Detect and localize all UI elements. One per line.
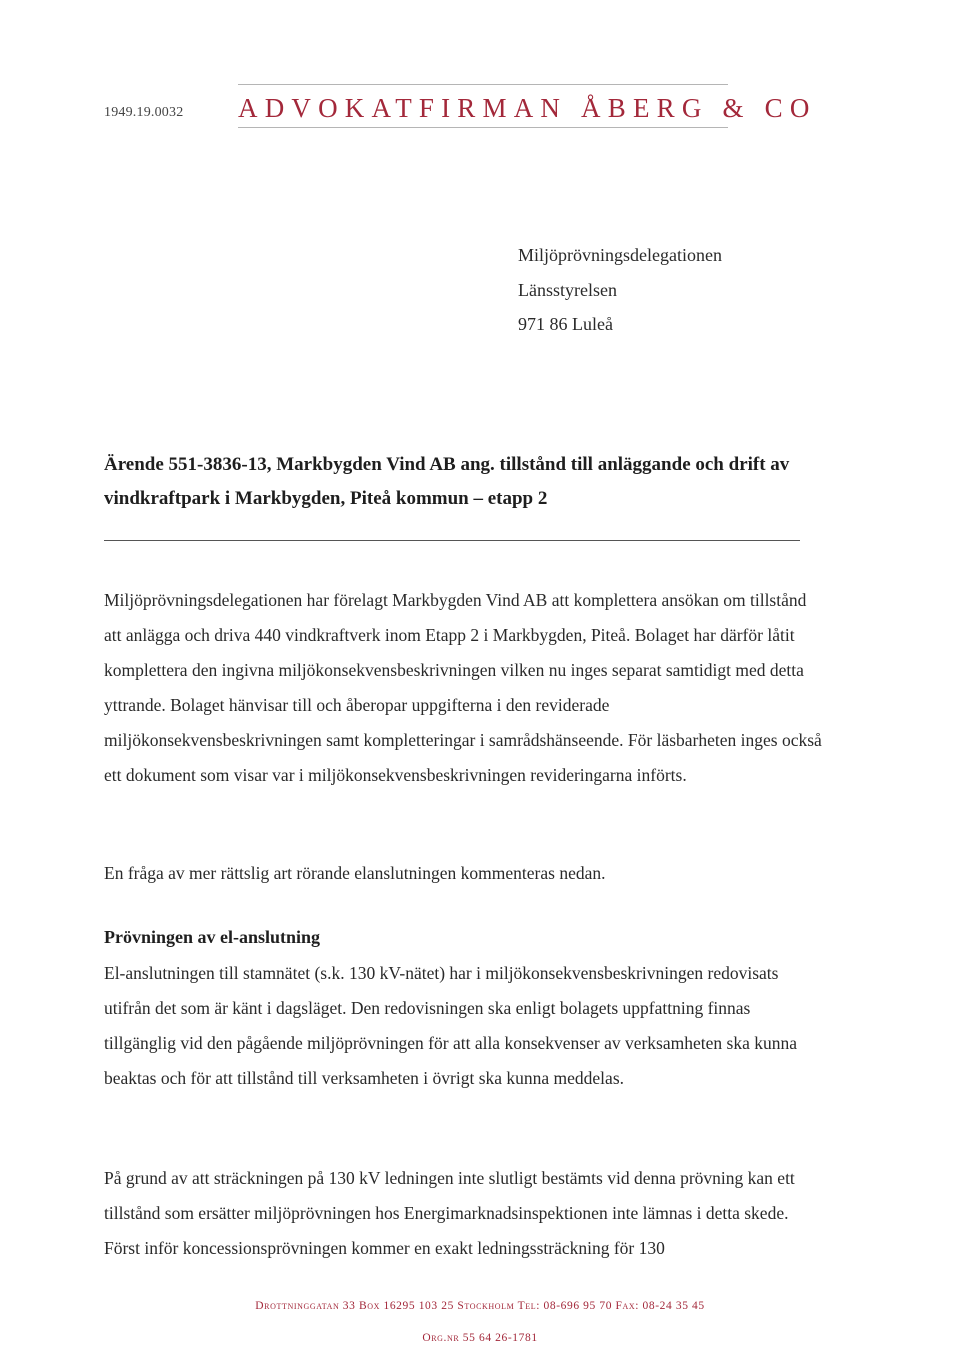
- body-paragraph-1: Miljöprövningsdelegationen har förelagt Markbygden Vind AB att komplettera ansökan om tillstånd att anlägga och driva 440 vindkraftverk inom Etapp 2 i Markbygden, Piteå. Bolaget har därför låtit komplettera den ingivna miljökonsekvensbeskrivningen vilken nu inges separat samtidigt med detta yttrande. Bolaget hänvisar till och åberopar uppgifterna i den reviderade miljökonsekvensbeskrivningen samt kompletteringar i samrådshänseende. För läsbarheten inges också ett dokument som visar var i miljökonsekvensbeskrivningen revideringarna införts.: [104, 590, 822, 785]
- body-paragraph-2: En fråga av mer rättslig art rörande elanslutningen kommenteras nedan.: [104, 863, 606, 883]
- recipient-organization: Länsstyrelsen: [518, 280, 617, 300]
- footer-org-number: Org.nr 55 64 26-1781: [422, 1332, 538, 1344]
- recipient-name: Miljöprövningsdelegationen: [518, 245, 722, 265]
- recipient-postal-address: 971 86 Luleå: [518, 314, 613, 334]
- footer-contact-line: Drottninggatan 33 Box 16295 103 25 Stockholm Tel: 08-696 95 70 Fax: 08-24 35 45: [255, 1300, 705, 1312]
- letterhead-top-rule: [238, 84, 728, 85]
- subject-line: Ärende 551-3836-13, Markbygden Vind AB ang. tillstånd till anläggande och drift av vindkraftpark i Markbygden, Piteå kommun – etapp 2: [104, 454, 790, 509]
- body-paragraph-3: El-anslutningen till stamnätet (s.k. 130 kV-nätet) har i miljökonsekvensbeskrivningen redovisats utifrån det som är känt i dagsläget. Den redovisningen ska enligt bolagets uppfattning finnas tillgänglig vid den pågående miljöprövningen för att alla konsekvenser av verksamheten ska kunna beaktas och för att tillstånd till verksamheten i övrigt ska kunna meddelas.: [104, 963, 797, 1088]
- letterhead-bottom-rule: [238, 127, 728, 128]
- subject-underline: [104, 540, 800, 541]
- body-paragraph-4: På grund av att sträckningen på 130 kV ledningen inte slutligt bestämts vid denna prövning kan ett tillstånd som ersätter miljöprövningen hos Energimarknadsinspektionen inte lämnas i detta skede. Först inför koncessionsprövningen kommer en exakt ledningssträckning för 130: [104, 1168, 795, 1258]
- document-number: 1949.19.0032: [104, 105, 184, 120]
- section-heading: Prövningen av el-anslutning: [104, 927, 321, 947]
- firm-name: ADVOKATFIRMAN ÅBERG & CO: [238, 93, 817, 123]
